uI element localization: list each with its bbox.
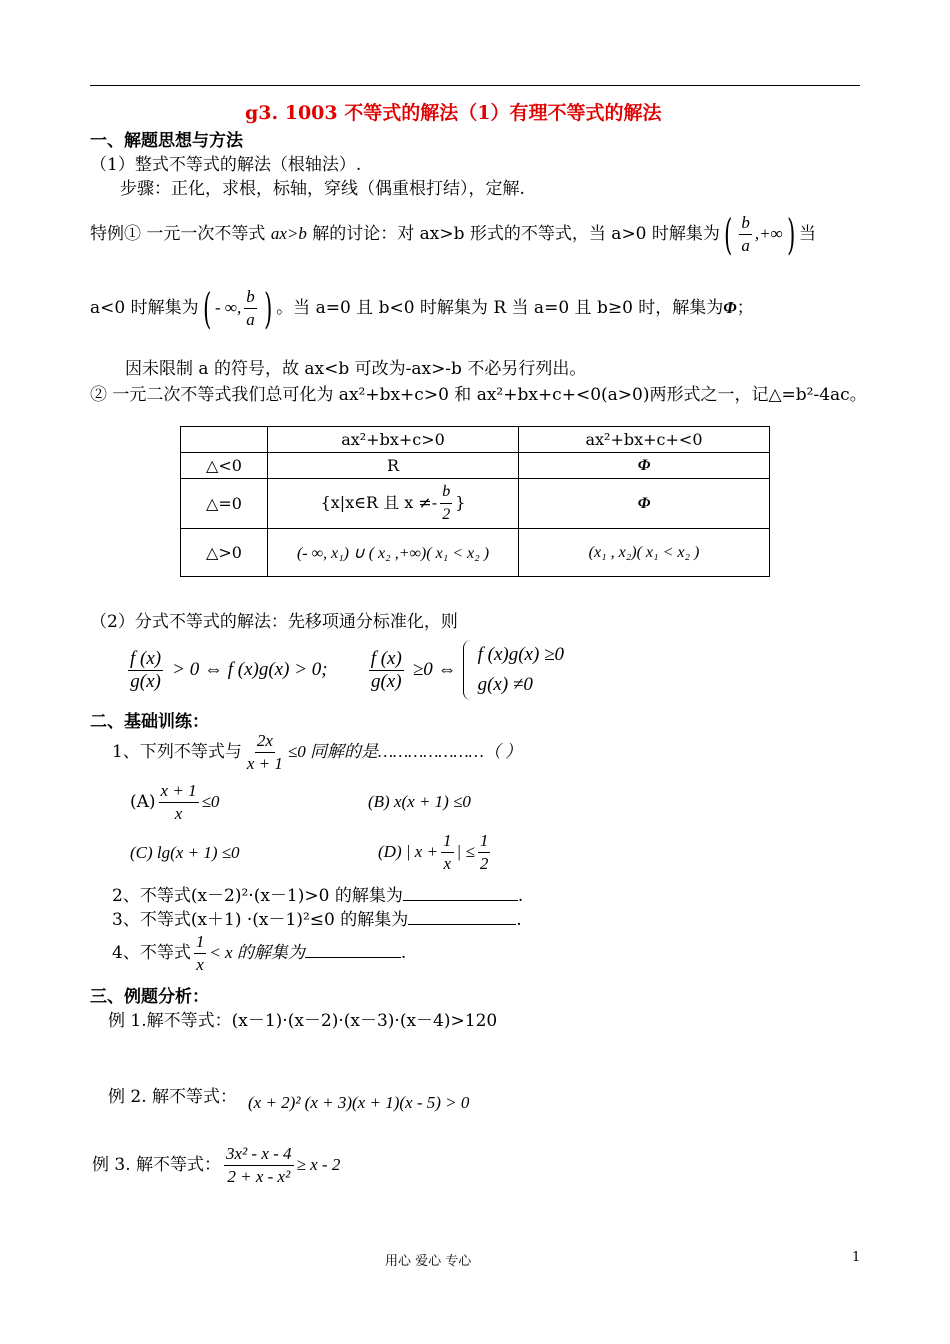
open-paren-2: ( (202, 283, 211, 333)
table-cell: Φ (519, 479, 770, 529)
table-header-row (181, 427, 770, 453)
semicolon: ； (736, 298, 754, 318)
close-brace: } (455, 493, 466, 512)
ex1-text-d: a<0 时解集为 (90, 298, 199, 318)
frac-b-over-2: $\frac{b}{2}$ (442, 483, 451, 523)
frac-f-over-g: $\frac{f (x)}{g(x)}$ (130, 647, 162, 692)
example-1-line2 (90, 283, 754, 333)
top-rule (90, 85, 860, 86)
table-cell: (- ∞, x₁) ∪ ( x₂ ,+∞)( x₁ < x₂ ) (268, 529, 519, 577)
example-2-label: 例 2. 解不等式： (108, 1087, 238, 1107)
answer-blank-4[interactable] (305, 939, 401, 958)
equiv-2: ≥0 ⇔ (412, 659, 457, 680)
q1-text: 1、下列不等式与 (112, 742, 242, 762)
close-paren-2: ) (263, 283, 273, 333)
example-3-fraction: $\frac{\text{3x² - x - 4}}{\text{2 + x - x²}}$ (226, 1144, 292, 1186)
item-1: （1）整式不等式的解法（根轴法）. (90, 155, 362, 175)
option-c: (C) lg(x + 1) ≤0 (130, 843, 240, 862)
table-cell: △>0 (181, 529, 268, 577)
table-cell: △=0 (181, 479, 268, 529)
example-3: 例 3. 解不等式： $\frac{\text{3x² - x - 4}}{\text{2 + x - x²}}$ ≥ x - 2 (92, 1144, 341, 1186)
answer-blank-2[interactable] (403, 882, 518, 901)
ex1-ax: ax>b (270, 224, 307, 243)
table-cell: △<0 (181, 453, 268, 479)
page-title: g3. 1003 不等式的解法（1）有理不等式的解法 (245, 102, 662, 124)
table-header-cell: ax²+bx+c+<0 (519, 427, 770, 453)
table-row (181, 479, 770, 529)
ex1-text-a: 特例① 一元一次不等式 (90, 224, 271, 244)
example-1-line (90, 209, 817, 259)
case-list: f (x)g(x) ≥0 g(x) ≠0 (477, 644, 564, 695)
option-d: (D) | x + $\frac{1}{x}$ | ≤ $\frac{1}{2}$ (378, 831, 489, 873)
item-2: （2）分式不等式的解法：先移项通分标准化，则 (90, 612, 458, 632)
question-4: 4、不等式 $\frac{1}{x}$ < x 的解集为 . (112, 932, 407, 974)
set-text: {x|x∈R 且 x ≠- (320, 493, 438, 512)
table-row (181, 453, 770, 479)
open-paren: ( (724, 209, 733, 259)
q4-fraction: $\frac{1}{x}$ (195, 932, 205, 974)
equiv-1: > 0 ⇔ f (x)g(x) > 0; (172, 659, 328, 680)
example-1: 例 1.解不等式：(x－1)·(x－2)·(x－3)·(x－4)>120 (108, 1011, 498, 1031)
frac-b-over-a: $\frac{b}{a}$ (741, 213, 750, 255)
plus-infinity: ,+∞ (754, 224, 783, 243)
quadratic-table (180, 426, 770, 577)
ex1-text-e: 。当 a=0 且 b<0 时解集为 R 当 a=0 且 b≥0 时，解集为 (276, 298, 724, 318)
table-cell: Φ (519, 453, 770, 479)
option-d-fraction-1: $\frac{1}{x}$ (443, 831, 452, 873)
fraction-equivalence (125, 640, 564, 700)
minus-infinity: - ∞, (215, 298, 242, 317)
question-3: 3、不等式(x＋1) ·(x－1)²≤0 的解集为 . (112, 905, 522, 930)
frac-b-over-a-2: $\frac{b}{a}$ (246, 287, 255, 329)
table-cell (268, 479, 519, 529)
option-b: (B) x(x + 1) ≤0 (368, 792, 471, 811)
option-a: (A) $\frac{x + 1}{x}$ ≤0 (130, 781, 220, 823)
section-heading-3: 三、例题分析： (90, 987, 209, 1007)
close-paren: ) (786, 209, 795, 259)
table-cell: R (268, 453, 519, 479)
q1-rest: ≤0 同解的是…………………（ ） (287, 742, 522, 761)
empty-set-symbol: Φ (723, 298, 737, 317)
footer-motto: 用心 爱心 专心 (385, 1254, 472, 1269)
answer-blank-3[interactable] (408, 906, 516, 925)
option-a-fraction: $\frac{x + 1}{x}$ (160, 781, 197, 823)
question-1 (112, 730, 522, 775)
steps-text: 步骤：正化，求根，标轴，穿线（偶重根打结），定解. (120, 179, 525, 199)
left-brace (463, 640, 474, 700)
ex1-text-c: 当 (799, 224, 817, 244)
ex1-text-b: 解的讨论：对 ax>b 形式的不等式，当 a>0 时解集为 (306, 224, 720, 244)
note-text: 因未限制 a 的符号，故 ax<b 可改为-ax>-b 不必另行列出。 (125, 359, 587, 379)
section-heading-1: 一、解题思想与方法 (90, 131, 243, 151)
table-header-cell: ax²+bx+c>0 (268, 427, 519, 453)
q1-fraction: $\frac{2x}{x + 1}$ (246, 731, 283, 773)
table-cell: (x₁ , x₂)( x₁ < x₂ ) (519, 529, 770, 577)
table-header-cell (181, 427, 268, 453)
option-d-fraction-2: $\frac{1}{2}$ (479, 831, 489, 873)
example-2-expression: (x + 2)² (x + 3)(x + 1)(x - 5) > 0 (248, 1093, 470, 1112)
section-heading-2: 二、基础训练： (90, 712, 209, 732)
question-2: 2、不等式(x－2)²·(x－1)>0 的解集为 . (112, 881, 523, 906)
page-number: 1 (852, 1250, 861, 1265)
frac-f-over-g-2: $\frac{f (x)}{g(x)}$ (370, 647, 402, 692)
table-row (181, 529, 770, 577)
example-2-text: ② 一元二次不等式我们总可化为 ax²+bx+c>0 和 ax²+bx+c+<0(a>0)两形式之一，记△=b²-4ac。 (90, 385, 867, 405)
